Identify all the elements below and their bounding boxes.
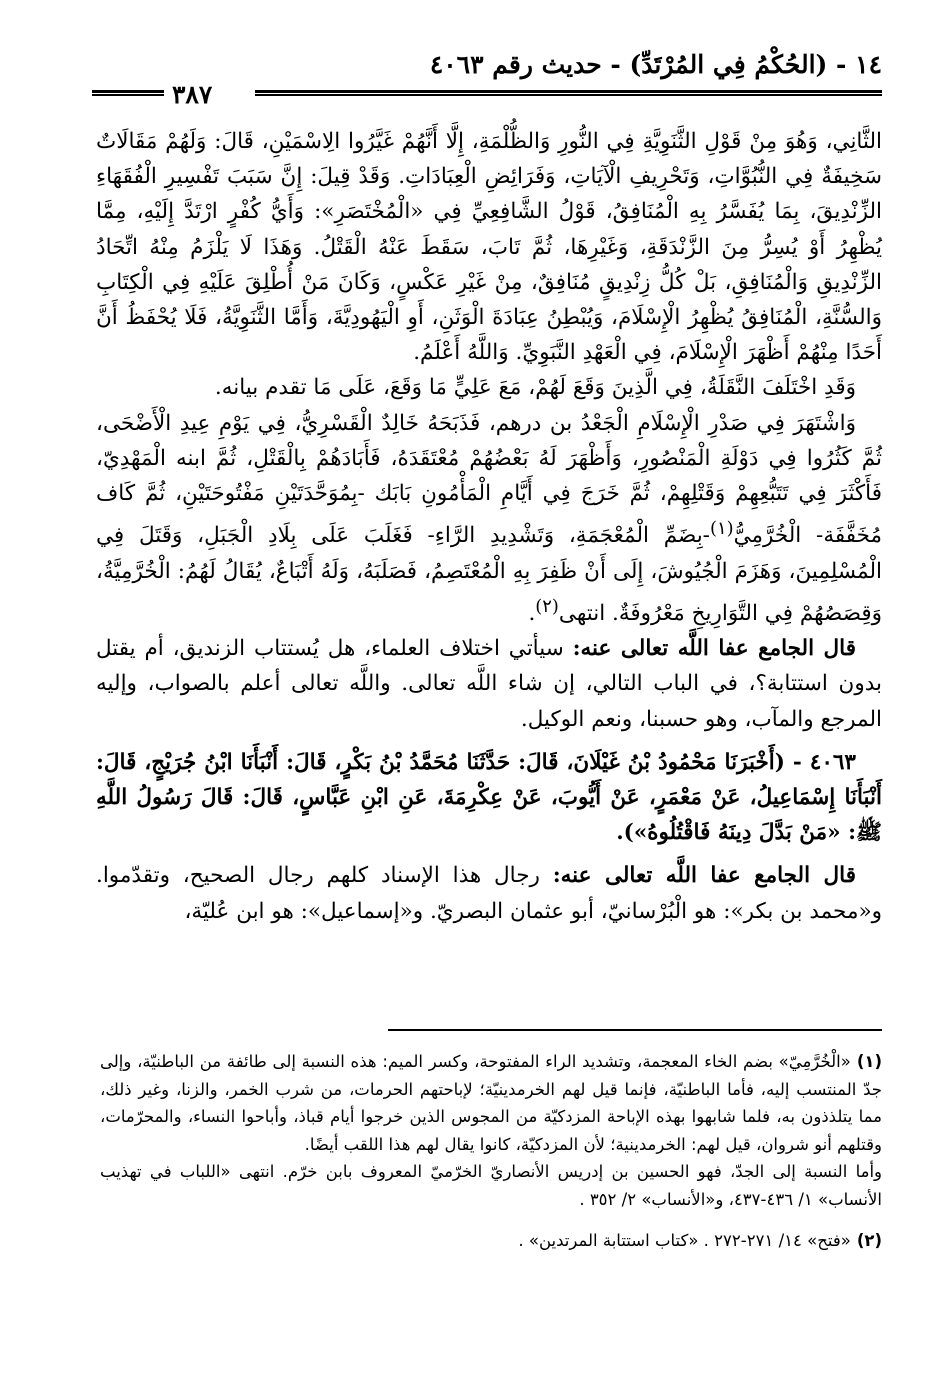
header-rule-right (255, 90, 882, 96)
page-number: ٣٨٧ (172, 80, 213, 109)
paragraph-3: وَاشْتَهَرَ فِي صَدْرِ الْإِسْلَامِ الْجَعْدُ بن درهم، فَذَبَحَهُ خَالِدٌ الْقَسْرِيُّ، فِي يَوْمِ عِيدِ الْأَضْحَى، ثُمَّ كَثُرُوا فِي دَوْلَةِ الْمَنْصُورِ، وَأَظْهَرَ لَهُ بَعْضُهُمْ مُعْتَقَدَهُ، فَأَبَادَهُمْ بِالْقَتْلِ، ثُمَّ ابنه الْمَهْدِيّ، فَأَكْثَرَ فِي تَتَبُّعِهِمْ وَقَتْلِهِمْ، ثُمَّ خَرَجَ فِي أَيَّامِ الْمَأْمُونِ بَابَك -بِمُوَحَّدَتَيْنِ مَفْتُوحَتَيْنِ، ثُمَّ كَاف مُخَفَّفَة- الْخُرَّمِيُّ$^{(١)}$-بِضَمِّ الْمُعْجَمَةِ، وَتَشْدِيدِ الرَّاءِ- فَغَلَبَ عَلَى بِلَادِ الْجَبَلِ، وَقَتَلَ فِي الْمُسْلِمِينَ، وَهَزَمَ الْجُيُوشَ، إِلَى أَنْ ظَفِرَ بِهِ الْمُعْتَصِمُ، فَصَلَبَهُ، وَلَهُ أَتْبَاعٌ، يُقَالُ لَهُمُ: الْخُرَّمِيَّةُ، وَقِصَصُهُمْ فِي التَّوَارِيخِ مَعْرُوفَةٌ. انتهى$^{(٢)}$. (96, 410, 882, 626)
hadith-text: (أَخْبَرَنَا مَحْمُودُ بْنُ غَيْلَانَ، قَالَ: حَدَّثَنَا مُحَمَّدُ بْنُ بَكْرٍ، قَالَ: أَنْبَأَنَا ابْنُ جُرَيْجٍ، قَالَ: أَنْبَأَنَا إِسْمَاعِيلُ، عَنْ مَعْمَرٍ، عَنْ أَيُّوبَ، عَنْ عِكْرِمَةَ، عَنِ ابْنِ عَبَّاسٍ، قَالَ: قَالَ رَسُولُ اللَّهِ ﷺ: «مَنْ بَدَّلَ دِينَهُ فَاقْتُلُوهُ»). (96, 749, 882, 846)
footnote-1-text: «الْخُرَّمِيّ» بضم الخاء المعجمة، وتشديد الراء المفتوحة، وكسر الميم: هذه النسبة إلى طائفة من الباطنيّة، وإلى جدّ المنتسب إليه، فأما الباطنيّة، فإنما قيل لهم الخرمدينيّة؛ لإباحتهم الحرمات، من شرب الخمر، والزنا، وغير ذلك، مما يتلذذون به، فلما شابهوا بهذه الإباحة المزدكيّة من المجوس الذين خرجوا أيام قباذ، وأباحوا النساء، والمحرّمات، وقتلهم أنو شروان، قيل لهم: الخرمدينية؛ لأن المزدكيّة، كانوا يقال لهم هذا اللقب أيضًا. (100, 1052, 882, 1154)
paragraph-2: وَقَدِ اخْتَلَفَ النَّقَلَةُ، فِي الَّذِينَ وَقَعَ لَهُمْ، مَعَ عَلِيٍّ مَا وَقَعَ، عَلَى مَا تقدم بيانه. (214, 375, 856, 401)
hadith-paragraph (96, 745, 882, 851)
footnote-ref-2[interactable]: (٢) (535, 595, 559, 617)
footnote-ref-1[interactable]: (١) (709, 518, 734, 540)
header-rule-left (92, 90, 164, 96)
footnote-2 (100, 1227, 882, 1255)
footnote-2-text: «فتح» ١٤/ ٢٧١-٢٧٢ . «كتاب استتابة المرتدين» . (518, 1231, 851, 1250)
compiler-remark-label: قال الجامع عفا اللَّه تعالى عنه: (572, 636, 856, 662)
footnote-1-mark: (١) (856, 1052, 882, 1071)
footnotes (100, 1048, 882, 1255)
footnote-2-mark: (٢) (856, 1231, 882, 1250)
paragraph-4 (96, 631, 882, 737)
paragraph-1: الثَّانِي، وَهُوَ مِنْ قَوْلِ الثَّنَوِيَّةِ فِي النُّورِ وَالظُّلْمَةِ، إِلَّا أَنَّهُمْ غَيَّرُوا الِاسْمَيْنِ، قَالَ: وَلَهُمْ مَقَالَاتٌ سَخِيفَةٌ فِي النُّبُوَّاتِ، وَتَحْرِيفِ الْآيَاتِ، وَفَرَائِضِ الْعِبَادَاتِ. وَقَدْ قِيلَ: إِنَّ سَبَبَ تَفْسِيرِ الْفُقَهَاءِ الزِّنْدِيقَ، بِمَا يُفَسَّرُ بِهِ الْمُنَافِقُ، قَوْلُ الشَّافِعِيِّ فِي «الْمُخْتَصَرِ»: وَأَيُّ كُفْرٍ ارْتَدَّ إِلَيْهِ، مِمَّا يُظْهِرُ أَوْ يُسِرُّ مِنَ الزَّنْدَقَةِ، وَغَيْرِهَا، ثُمَّ تَابَ، سَقَطَ عَنْهُ الْقَتْلُ. وَهَذَا لَا يَلْزَمُ مِنْهُ اتِّحَادُ الزِّنْدِيقِ وَالْمُنَافِقِ، بَلْ كُلُّ زِنْدِيقٍ مُنَافِقٌ، مِنْ غَيْرِ عَكْسٍ، وَكَانَ مَنْ أُطْلِقَ عَلَيْهِ فِي الْكِتَابِ وَالسُّنَّةِ، الْمُنَافِقُ يُظْهِرُ الْإِسْلَامَ، وَيُبْطِنُ عِبَادَةَ الْوَثَنِ، أَوِ الْيَهُودِيَّةَ، وَأَمَّا الثَّنَوِيَّةُ، فَلَا يُحْفَظُ أَنَّ أَحَدًا مِنْهُمْ أَظْهَرَ الْإِسْلَامَ، فِي الْعَهْدِ النَّبَوِيِّ. وَاللَّهُ أَعْلَمُ. (96, 129, 882, 366)
main-text (96, 124, 882, 929)
compiler-remark-label-2: قال الجامع عفا اللَّه تعالى عنه: (552, 863, 856, 889)
paragraph-5-text: رجال هذا الإسناد كلهم رجال الصحيح، وتقدّموا. و«محمد بن بكر»: هو الْبُرْسانيّ، أبو عثمان البصريّ. و«إسماعيل»: هو ابن عُليّة، (96, 863, 882, 924)
paragraph-3-text: وَاشْتَهَرَ فِي صَدْرِ الْإِسْلَامِ الْجَعْدُ بن درهم، فَذَبَحَهُ خَالِدٌ الْقَسْرِيُّ، فِي يَوْمِ عِيدِ الْأَضْحَى، ثُمَّ كَثُرُوا فِي دَوْلَةِ الْمَنْصُورِ، وَأَظْهَرَ لَهُ بَعْضُهُمْ مُعْتَقَدَهُ، فَأَبَادَهُمْ بِالْقَتْلِ، ثُمَّ ابنه الْمَهْدِيّ، فَأَكْثَرَ فِي تَتَبُّعِهِمْ وَقَتْلِهِمْ، ثُمَّ خَرَجَ فِي أَيَّامِ الْمَأْمُونِ بَابَك -بِمُوَحَّدَتَيْنِ مَفْتُوحَتَيْنِ، ثُمَّ كَاف مُخَفَّفَة- الْخُرَّمِيُّ (96, 410, 882, 549)
footnote-1-continued: وأما النسبة إلى الجدّ، فهو الحسين بن إدريس الأنصاريّ الخرّميّ المعروف بابن خرّم. انتهى «اللباب في تهذيب الأنساب» ١/ ٤٣٦-٤٣٧، و«الأنساب» ٢/ ٣٥٢ . (100, 1162, 882, 1209)
paragraph-4-text: سيأتي اختلاف العلماء، هل يُستتاب الزنديق، أم يقتل بدون استتابة؟، في الباب التالي، إن شاء اللَّه تعالى. واللَّه تعالى أعلم بالصواب، وإليه المرجع والمآب، وهو حسبنا، ونعم الوكيل. (96, 636, 882, 732)
paragraph-5 (96, 858, 882, 928)
header-title: ١٤ - (الحُكْمُ فِي المُرْتَدِّ) - حديث رقم ٤٠٦٣ (429, 50, 882, 79)
footnote-separator (388, 1029, 882, 1031)
hadith-number: ٤٠٦٣ - (792, 749, 856, 775)
footnote-1 (100, 1048, 882, 1158)
running-header (92, 48, 882, 109)
paragraph-3-text-cont: -بِضَمِّ الْمُعْجَمَةِ، وَتَشْدِيدِ الرَّاءِ- فَغَلَبَ عَلَى بِلَادِ الْجَبَلِ، وَقَتَلَ فِي الْمُسْلِمِينَ، وَهَزَمَ الْجُيُوشَ، إِلَى أَنْ ظَفِرَ بِهِ الْمُعْتَصِمُ، فَصَلَبَهُ، وَلَهُ أَتْبَاعٌ، يُقَالُ لَهُمُ: الْخُرَّمِيَّةُ، وَقِصَصُهُمْ فِي التَّوَارِيخِ مَعْرُوفَةٌ. انتهى (96, 523, 882, 626)
